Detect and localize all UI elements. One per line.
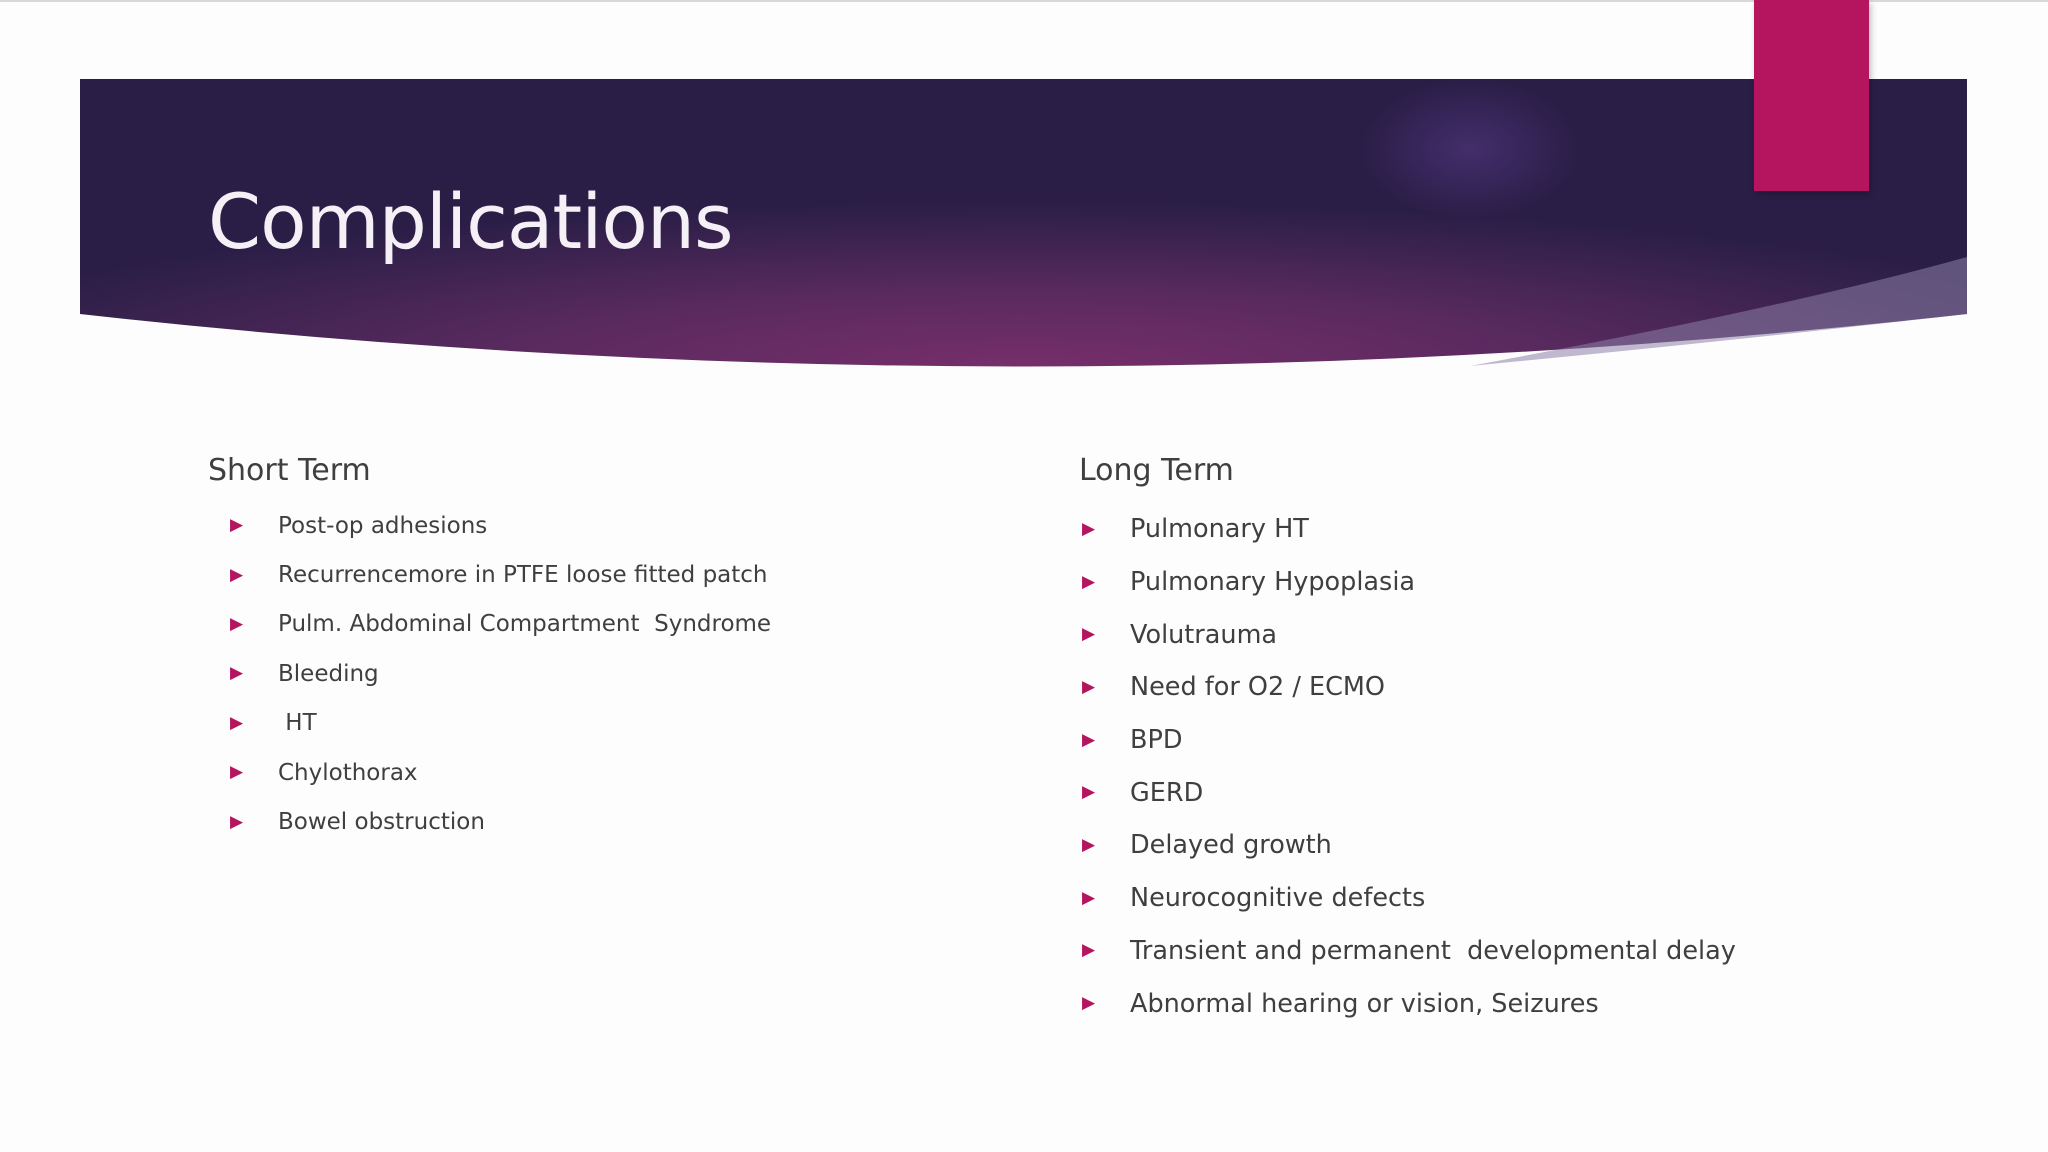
triangle-right-icon: ▶ [1082,571,1096,592]
list-item [1079,925,1979,978]
triangle-right-icon: ▶ [1082,624,1096,645]
list-item-text: Bleeding [278,660,379,687]
list-item-text: Neurocognitive defects [1130,883,1426,914]
list-item-text: Abnormal hearing or vision, Seizures [1130,988,1599,1019]
triangle-right-icon: ▶ [1082,782,1096,803]
triangle-right-icon: ▶ [230,564,244,585]
triangle-right-icon: ▶ [1082,887,1096,908]
long-term-list [1079,503,1979,1030]
list-item [208,797,1008,846]
list-item [1079,608,1979,661]
list-item-text: Transient and permanent developmental delay [1130,935,1736,966]
accent-tab [1754,0,1869,191]
list-item [1079,872,1979,925]
list-item-text: Post-op adhesions [278,512,488,539]
list-item [208,600,1008,649]
list-item-text: BPD [1130,725,1183,756]
list-item [1079,819,1979,872]
top-divider [0,0,2048,2]
list-item-text: Pulmonary Hypoplasia [1130,567,1416,598]
list-item-text: Volutrauma [1130,619,1278,650]
list-item [1079,714,1979,767]
short-term-heading: Short Term [208,453,371,488]
triangle-right-icon: ▶ [230,762,244,783]
short-term-list [208,501,1008,847]
long-term-column [1079,445,1979,1030]
list-item [208,699,1008,748]
slide-title: Complications [208,177,733,266]
list-item-text: Pulm. Abdominal Compartment Syndrome [278,611,772,638]
triangle-right-icon: ▶ [1082,940,1096,961]
triangle-right-icon: ▶ [230,613,244,634]
triangle-right-icon: ▶ [230,712,244,733]
short-term-column [208,445,1008,847]
list-item-text: Recurrencemore in PTFE loose fitted patch [278,562,768,589]
triangle-right-icon: ▶ [1082,518,1096,539]
triangle-right-icon: ▶ [1082,993,1096,1014]
list-item-text: Chylothorax [278,759,418,786]
list-item [1079,766,1979,819]
triangle-right-icon: ▶ [1082,834,1096,855]
triangle-right-icon: ▶ [1082,676,1096,697]
triangle-right-icon: ▶ [230,811,244,832]
list-item [208,649,1008,698]
list-item [208,501,1008,550]
triangle-right-icon: ▶ [230,515,244,536]
long-term-heading: Long Term [1079,453,1234,488]
triangle-right-icon: ▶ [1082,729,1096,750]
list-item-text: HT [278,710,317,737]
list-item-text: Delayed growth [1130,830,1332,861]
list-item [1079,661,1979,714]
list-item [1079,556,1979,609]
list-item [1079,503,1979,556]
list-item [208,550,1008,599]
list-item-text: Need for O2 / ECMO [1130,672,1385,703]
list-item-text: Bowel obstruction [278,809,485,836]
triangle-right-icon: ▶ [230,663,244,684]
list-item-text: GERD [1130,777,1204,808]
list-item [208,748,1008,797]
list-item [1079,977,1979,1030]
list-item-text: Pulmonary HT [1130,514,1309,545]
